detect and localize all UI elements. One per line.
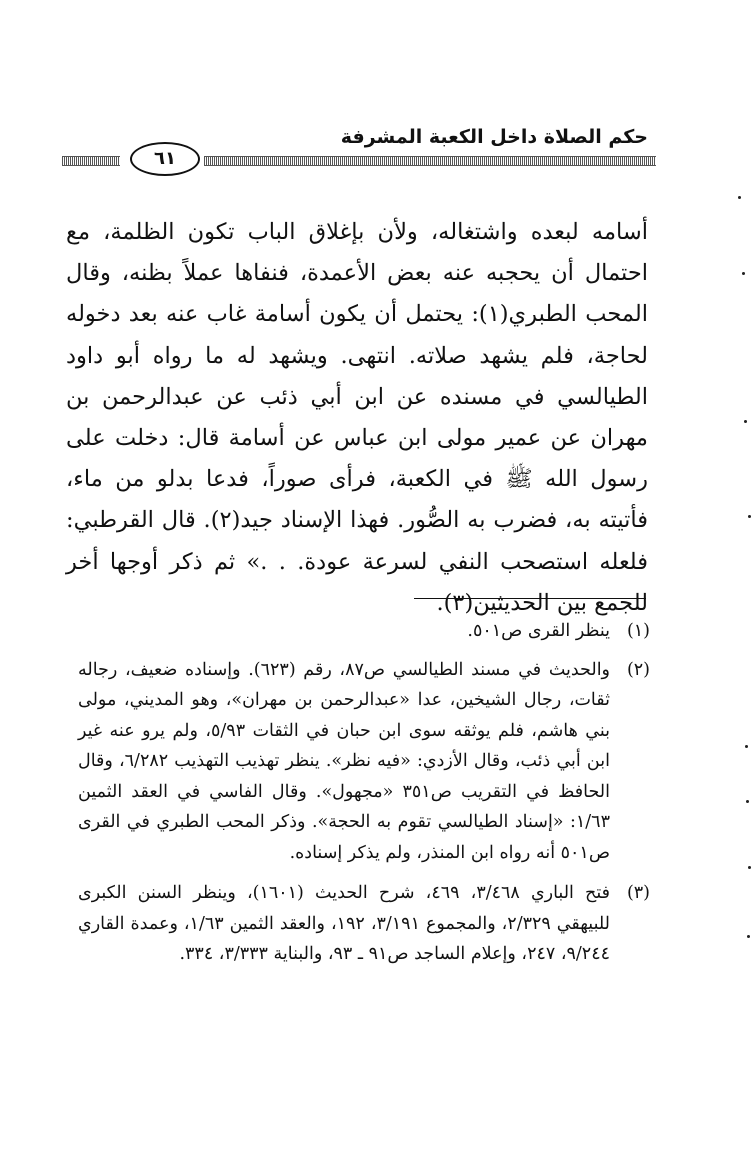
scan-speck — [747, 935, 750, 938]
footnote-separator — [414, 598, 646, 599]
footnote-marker: (٢) — [626, 659, 650, 680]
scan-speck — [742, 272, 745, 275]
main-paragraph: أسامه لبعده واشتغاله، ولأن بإغلاق الباب تكون الظلمة، مع احتمال أن يحجبه عنه بعض الأعمدة، فنفاها عملاً بظنه، وقال المحب الطبري(١): يحتمل أن يكون أسامة غاب عنه بعد دخوله لحاجة، فلم يشهد صلاته. انتهى. ويشهد له ما رواه أبو داود الطيالسي في مسنده عن ابن أبي ذئب عن عبدالرحمن بن مهران عن عمير مولى ابن عباس عن أسامة قال: دخلت على رسول الله ﷺ في الكعبة، فرأى صوراً، فدعا بدلو من ماء، فأتيته به، فضرب به الصُّور. فهذا الإسناد جيد(٢). قال القرطبي: فلعله استصحب النفي لسرعة عودة. . .» ثم ذكر أوجها أخر للجمع بين الحديثين(٣). — [66, 219, 648, 616]
scan-speck — [744, 420, 747, 423]
scan-speck — [738, 196, 741, 199]
footnote-2 — [78, 655, 650, 869]
footnote-text: ينظر القرى ص٥٠١. — [467, 621, 610, 641]
page-number: ٦١ — [130, 142, 200, 176]
scan-speck — [748, 515, 751, 518]
footnote-3 — [78, 878, 650, 970]
footnote-1 — [78, 616, 650, 647]
footnotes — [78, 616, 650, 970]
footnote-text: فتح الباري ٣/٤٦٨، ٤٦٩، شرح الحديث (١٦٠١)، وينظر السنن الكبرى للبيهقي ٢/٣٢٩، والمجموع ٣/١٩١، ١٩٢، والعقد الثمين ١/٦٣، وعمدة القاري ٩/٢٤٤، ٢٤٧، وإعلام الساجد ص٩١ ـ ٩٣، والبناية ٣/٣٣٣، ٣٣٤. — [78, 883, 610, 964]
scan-speck — [745, 745, 748, 748]
main-text — [66, 212, 648, 624]
page-header — [62, 118, 648, 188]
footnote-marker: (١) — [626, 621, 650, 641]
scan-speck — [746, 800, 749, 803]
footnote-text: والحديث في مسند الطيالسي ص٨٧، رقم (٦٢٣). وإسناده ضعيف، رجاله ثقات، رجال الشيخين، عدا «عبدالرحمن بن مهران»، وهو المديني، مولى بني هاشم، فلم يوثقه سوى ابن حبان في الثقات ٥/٩٣، ولم يرو عنه غير ابن أبي ذئب، وقال الأزدي: «فيه نظر». ينظر تهذيب التهذيب ٦/٢٨٢، وقال الحافظ في التقريب ص٣٥١ «مجهول». وقال الفاسي في العقد الثمين ١/٦٣: «إسناد الطيالسي تقوم به الحجة». وذكر المحب الطبري في القرى ص٥٠١ أنه رواه ابن المنذر، ولم يذكر إسناده. — [78, 659, 611, 863]
scan-speck — [748, 866, 751, 869]
header-ornament-line — [204, 156, 656, 166]
footnote-marker: (٣) — [626, 883, 650, 903]
header-ornament-line-short — [62, 156, 120, 166]
running-title: حكم الصلاة داخل الكعبة المشرفة — [340, 126, 648, 148]
